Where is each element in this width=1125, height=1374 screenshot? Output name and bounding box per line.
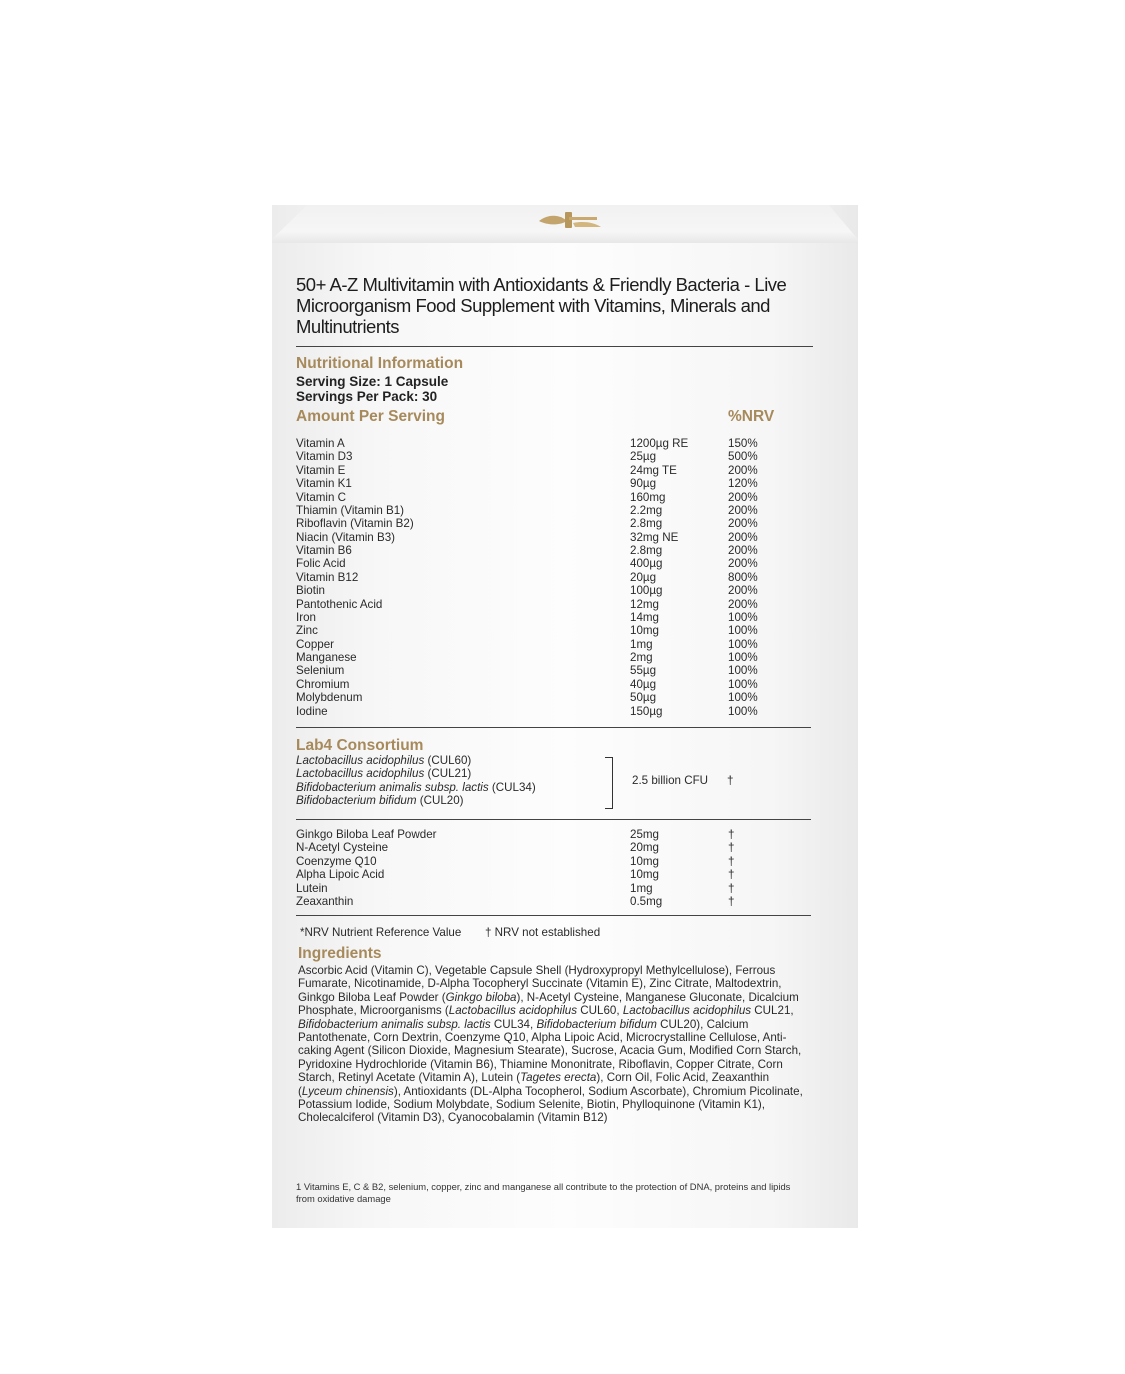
nutrient-nrv: 100% [728, 704, 758, 718]
strain-label [296, 794, 464, 807]
lab4-strain-list [296, 754, 796, 808]
nutrient-name: Copper [296, 637, 335, 651]
others-divider [296, 915, 811, 916]
nutrient-amount: 12mg [630, 597, 660, 611]
strain-label [296, 754, 471, 767]
strain-species: Bifidobacterium animalis subsp. lactis [296, 780, 489, 794]
other-nutrient-name: Alpha Lipoic Acid [296, 868, 385, 882]
nutrient-amount: 2.8mg [630, 517, 663, 531]
title-divider [296, 346, 813, 347]
nutrient-divider [296, 727, 811, 728]
other-nutrient-row [296, 841, 796, 854]
ingredient-text-segment: ), Antioxidants (DL-Alpha Tocopherol, Sodium Ascorbate), Chromium Picolinate, Potassium Iodide, Sodium Molybdate, Sodium Selenite, Biotin, Phylloquinone (Vitamin K1), Cholecalciferol (Vitamin D3), Cyanocobalamin (Vitamin B12) [298, 1084, 803, 1125]
nutrient-nrv: 200% [728, 503, 758, 517]
strain-species: Lactobacillus acidophilus [296, 767, 425, 781]
nutrient-amount: 10mg [630, 624, 660, 638]
nutrient-nrv: 100% [728, 677, 758, 691]
ingredient-latin-name: Ginkgo biloba [445, 990, 517, 1004]
nutrient-table [296, 437, 796, 718]
other-nutrient-name: Zeaxanthin [296, 894, 354, 908]
servings-per-pack: Servings Per Pack: 30 [296, 389, 438, 404]
strain-species: Lactobacillus acidophilus [296, 754, 425, 767]
other-nutrient-row [296, 855, 796, 868]
nutrient-amount: 2.8mg [630, 544, 663, 557]
nutrient-amount: 90µg [630, 477, 657, 491]
nutrient-name: Vitamin B12 [296, 570, 359, 584]
nutrient-amount: 100µg [630, 584, 663, 598]
nutrient-row [296, 571, 796, 584]
nutrient-name: Vitamin K1 [296, 477, 352, 491]
nutrient-row [296, 450, 796, 463]
nutrient-nrv: 200% [728, 584, 758, 598]
nutrient-name: Niacin (Vitamin B3) [296, 530, 396, 544]
other-nutrient-row [296, 868, 796, 881]
nutrient-name: Riboflavin (Vitamin B2) [296, 517, 414, 531]
nutrient-name: Thiamin (Vitamin B1) [296, 503, 405, 517]
strain-species: Bifidobacterium bifidum [296, 794, 417, 808]
nutrient-row [296, 464, 796, 477]
nutrient-nrv: 150% [728, 437, 758, 450]
lab4-nrv-dagger: † [727, 774, 734, 787]
ingredients-text [298, 964, 814, 1125]
other-nutrient-nrv: † [728, 841, 735, 855]
nutrient-nrv: 120% [728, 477, 758, 491]
other-nutrient-row [296, 895, 796, 908]
other-nutrient-name: Coenzyme Q10 [296, 854, 377, 868]
nrv-not-established-note: † NRV not established [485, 926, 601, 939]
nutrient-name: Selenium [296, 664, 345, 678]
ingredient-text-segment: Ascorbic Acid (Vitamin C), Vegetable Capsule Shell (Hydroxypropyl Methylcellulose), Ferrous Fumarate, Nicotinamide, D-Alpha Tocopheryl Succinate (Vitamin E), Zinc Citrate, Maltodextrin, Ginkgo Biloba Leaf Powder ( [298, 964, 782, 1004]
nutrient-name: Vitamin E [296, 463, 346, 477]
nutrient-nrv: 200% [728, 544, 758, 557]
nutrient-amount: 2.2mg [630, 503, 663, 517]
other-nutrient-name: N-Acetyl Cysteine [296, 841, 389, 855]
nutrient-name: Folic Acid [296, 557, 346, 571]
nutrient-row [296, 598, 796, 611]
nutrient-amount: 2mg [630, 651, 653, 664]
ingredient-latin-name: Lactobacillus acidophilus [448, 1004, 578, 1018]
nutrient-name: Zinc [296, 624, 318, 638]
nutrient-nrv: 100% [728, 651, 758, 664]
serving-size: Serving Size: 1 Capsule [296, 374, 449, 389]
other-nutrient-row [296, 828, 796, 841]
nutrient-row [296, 664, 796, 677]
nutrient-row [296, 517, 796, 530]
ingredients-heading: Ingredients [298, 945, 382, 962]
nutrient-name: Vitamin B6 [296, 544, 352, 557]
ingredient-latin-name: Bifidobacterium animalis subsp. lactis [298, 1017, 491, 1031]
ingredient-latin-name: Lyceum chinensis [301, 1084, 394, 1098]
nrv-heading: %NRV [728, 408, 775, 425]
ingredient-text-segment: CUL20), Calcium Pantothenate, Corn Dextrin, Coenzyme Q10, Alpha Lipoic Acid, Microcrystalline Cellulose, Anti-caking Agent (Silicon Dioxide, Magnesium Stearate), Sucrose, Acacia Gum, Modified Corn Starch, Pyridoxine Hydrochloride (Vitamin B6), Thiamine Mononitrate, Riboflavin, Copper Citrate, Corn Starch, Retinyl Acetate (Vitamin A), Lutein ( [298, 1017, 802, 1085]
nutrient-row [296, 544, 796, 557]
nutrient-row [296, 584, 796, 597]
nutrient-nrv: 200% [728, 597, 758, 611]
nrv-definition-note: *NRV Nutrient Reference Value [300, 926, 462, 939]
other-nutrient-amount: 20mg [630, 841, 660, 855]
nutrient-row [296, 624, 796, 637]
strain-code: (CUL21) [424, 767, 472, 781]
product-box [272, 205, 858, 1228]
other-nutrient-nrv: † [728, 854, 735, 868]
nutrient-nrv: 200% [728, 517, 758, 531]
other-nutrient-amount: 0.5mg [630, 894, 663, 908]
other-nutrient-amount: 1mg [630, 881, 653, 895]
ingredient-text-segment: ), Corn Oil, Folic Acid, Zeaxanthin ( [298, 1071, 770, 1098]
ingredient-text-segment: ), N-Acetyl Cysteine, Manganese Gluconate, Dicalcium Phosphate, Microorganisms ( [298, 990, 799, 1018]
other-nutrient-nrv: † [728, 881, 735, 895]
ingredient-text-segment: CUL21, [751, 1004, 794, 1018]
strain-code: (CUL34) [488, 780, 536, 794]
other-nutrient-amount: 10mg [630, 854, 660, 868]
ingredient-latin-name: Bifidobacterium bifidum [536, 1017, 657, 1031]
nutrient-nrv: 100% [728, 691, 758, 705]
nutrient-name: Biotin [296, 584, 326, 598]
nutrient-nrv: 200% [728, 557, 758, 571]
nutrient-name: Molybdenum [296, 691, 363, 705]
nutrient-row [296, 638, 796, 651]
other-nutrient-name: Lutein [296, 881, 328, 895]
nutrient-name: Chromium [296, 677, 350, 691]
nutrient-nrv: 200% [728, 463, 758, 477]
nutrient-nrv: 100% [728, 624, 758, 638]
nutrient-row [296, 705, 796, 718]
ingredient-text-segment: CUL60, [577, 1004, 623, 1018]
strain-label [296, 781, 536, 794]
nutrient-name: Vitamin A [296, 437, 345, 450]
nutrient-row [296, 651, 796, 664]
nutrient-amount: 40µg [630, 677, 657, 691]
lab4-divider [296, 819, 811, 820]
other-nutrient-nrv: † [728, 868, 735, 882]
nutrient-amount: 1200µg RE [630, 437, 689, 450]
nutrient-amount: 150µg [630, 704, 663, 718]
lab4-strain-row [296, 781, 796, 794]
nutrient-amount: 50µg [630, 691, 657, 705]
nutrient-amount: 20µg [630, 570, 657, 584]
other-nutrient-row [296, 882, 796, 895]
strain-bracket [605, 757, 613, 809]
footnote: 1 Vitamins E, C & B2, selenium, copper, zinc and manganese all contribute to the protection of DNA, proteins and lipids from oxidative damage [296, 1181, 791, 1204]
lab4-strain-row [296, 754, 796, 767]
nutrient-name: Pantothenic Acid [296, 597, 383, 611]
nutrient-amount: 25µg [630, 450, 657, 464]
nutrient-row [296, 531, 796, 544]
nutrient-amount: 400µg [630, 557, 663, 571]
lab4-cfu-amount: 2.5 billion CFU [632, 774, 709, 787]
nutrient-row [296, 491, 796, 504]
ingredient-latin-name: Tagetes erecta [520, 1071, 597, 1085]
nutrient-nrv: 100% [728, 610, 758, 624]
other-nutrient-amount: 10mg [630, 868, 660, 882]
nutrient-name: Iron [296, 610, 316, 624]
nutrient-row [296, 691, 796, 704]
nutrient-nrv: 100% [728, 664, 758, 678]
other-nutrient-nrv: † [728, 894, 735, 908]
lab4-strain-row [296, 794, 796, 807]
nutrient-row [296, 437, 796, 450]
nutrient-row [296, 611, 796, 624]
nutritional-info-heading: Nutritional Information [296, 355, 464, 372]
nutrient-row [296, 557, 796, 570]
nutrient-row [296, 504, 796, 517]
nutrient-amount: 24mg TE [630, 463, 677, 477]
strain-code: (CUL60) [424, 754, 472, 767]
other-nutrient-name: Ginkgo Biloba Leaf Powder [296, 828, 437, 841]
nutrient-name: Iodine [296, 704, 328, 718]
nutrient-nrv: 500% [728, 450, 758, 464]
nutrient-nrv: 200% [728, 490, 758, 504]
ingredient-latin-name: Lactobacillus acidophilus [622, 1004, 752, 1018]
lab4-strain-row [296, 767, 796, 780]
nutrient-amount: 55µg [630, 664, 657, 678]
other-nutrient-amount: 25mg [630, 828, 660, 841]
nutrient-row [296, 678, 796, 691]
brand-logo-icon [531, 209, 605, 231]
other-nutrients-table [296, 828, 796, 908]
nutrient-name: Vitamin D3 [296, 450, 353, 464]
strain-code: (CUL20) [416, 794, 464, 808]
nutrient-amount: 14mg [630, 610, 660, 624]
nutrient-amount: 1mg [630, 637, 653, 651]
product-title: 50+ A-Z Multivitamin with Antioxidants & Friendly Bacteria - Live Microorganism Food Supplement with Vitamins, Minerals and Multinutrients [296, 274, 787, 337]
nutrient-nrv: 100% [728, 637, 758, 651]
amount-per-serving-heading: Amount Per Serving [296, 408, 445, 425]
lab4-heading: Lab4 Consortium [296, 737, 424, 754]
nutrient-nrv: 200% [728, 530, 758, 544]
ingredient-text-segment: CUL34, [490, 1017, 537, 1031]
nutrient-name: Vitamin C [296, 490, 347, 504]
nutrient-name: Manganese [296, 651, 357, 664]
nutrient-nrv: 800% [728, 570, 758, 584]
strain-label [296, 767, 471, 780]
nutrient-amount: 160mg [630, 490, 666, 504]
nutrient-row [296, 477, 796, 490]
nutrient-amount: 32mg NE [630, 530, 679, 544]
other-nutrient-nrv: † [728, 828, 735, 841]
